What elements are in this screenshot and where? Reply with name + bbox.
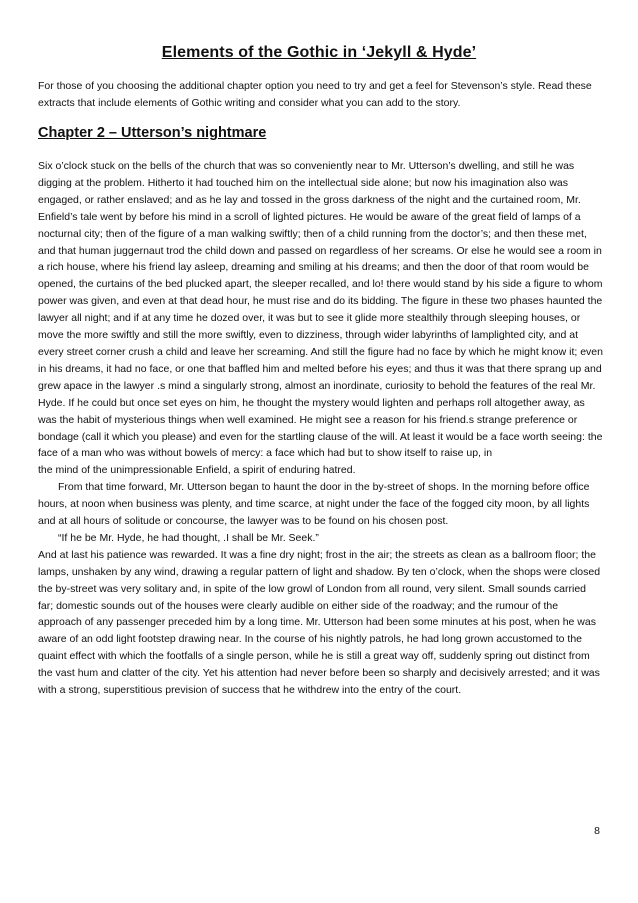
intro-text: For those of you choosing the additional chapter option you need to try and get a feel for Stevenson’s style. Read these extracts that include elements of Gothic writing and consider what you can add to the story. <box>38 80 592 109</box>
paragraph-2: the mind of the unimpressionable Enfield, a spirit of enduring hatred. <box>38 464 356 477</box>
chapter-heading: Chapter 2 – Utterson’s nightmare <box>38 125 267 141</box>
paragraph-1: Six o’clock stuck on the bells of the church that was so conveniently near to Mr. Utterson’s dwelling, and still he was digging at the problem. Hitherto it had touched him on the intellectual side alone; but now his imagination also was engaged, or rather enslaved; and as he lay and tossed in the gross darkness of the night and the curtained room, Mr. Enfield’s tale went by before his mind in a scroll of lighted pictures. He would be aware of the great field of lamps of a nocturnal city; then of the figure of a man walking swiftly; then of a child running from the doctor’s; and then these met, and that human juggernaut trod the child down and passed on regardless of her screams. Or else he would see a room in a rich house, where his friend lay asleep, dreaming and smiling at his dreams; and then the door of that room would be opened, the curtains of the bed plucked apart, the sleeper recalled, and lo! there would stand by his side a figure to whom power was given, and even at that dead hour, he must rise and do its bidding. The figure in these two phases haunted the lawyer all night; and if at any time he dozed over, it was but to see it glide more stealthily through sleeping houses, or move the more swiftly and still the more swiftly, even to dizziness, through wider labyrinths of lamplighted city, and at every street corner crush a child and leave her screaming. And still the figure had no face by which he might know it; even in his dreams, it had no face, or one that baffled him and melted before his eyes; and thus it was that there sprang up and grew apace in the lawyer .s mind a singularly strong, almost an inordinate, curiosity to behold the features of the real Mr. Hyde. If he could but once set eyes on him, he thought the mystery would lighten and perhaps roll altogether away, as was the habit of mysterious things when well examined. He might see a reason for his friend.s strange preference or bondage (call it which you please) and even for the startling clause of the will. At least it would be a face worth seeing: the face of a man who was without bowels of mercy: a face which had but to show itself to raise up, in <box>38 160 603 460</box>
extract-body <box>38 158 604 699</box>
paragraph-3: From that time forward, Mr. Utterson began to haunt the door in the by-street of shops. In the morning before office hours, at noon when business was plenty, and time scarce, at night under the face of the fogged city moon, by all lights and at all hours of solitude or concourse, the lawyer was to be found on his chosen post. <box>38 481 590 528</box>
page-number: 8 <box>594 825 600 837</box>
paragraph-4: “If he be Mr. Hyde, he had thought, .I shall be Mr. Seek.” <box>58 531 319 544</box>
page-title: Elements of the Gothic in ‘Jekyll & Hyde’ <box>161 44 477 61</box>
paragraph-5: And at last his patience was rewarded. It was a fine dry night; frost in the air; the streets as clean as a ballroom floor; the lamps, unshaken by any wind, drawing a regular pattern of light and shadow. By ten o’clock, when the shops were closed the by-street was very solitary and, in spite of the low growl of London from all round, very silent. Small sounds carried far; domestic sounds out of the houses were clearly audible on either side of the roadway; and the rumour of the approach of any passenger preceded him by a long time. Mr. Utterson had been some minutes at his post, when he was aware of an odd light footstep drawing near. In the course of his nightly patrols, he had long grown accustomed to the quaint effect with which the footfalls of a single person, while he is still a great way off, suddenly spring out distinct from the vast hum and clatter of the city. Yet his attention had never before been so sharply and decisively arrested; and it was with a strong, superstitious prevision of success that he withdrew into the entry of the court. <box>38 548 601 697</box>
